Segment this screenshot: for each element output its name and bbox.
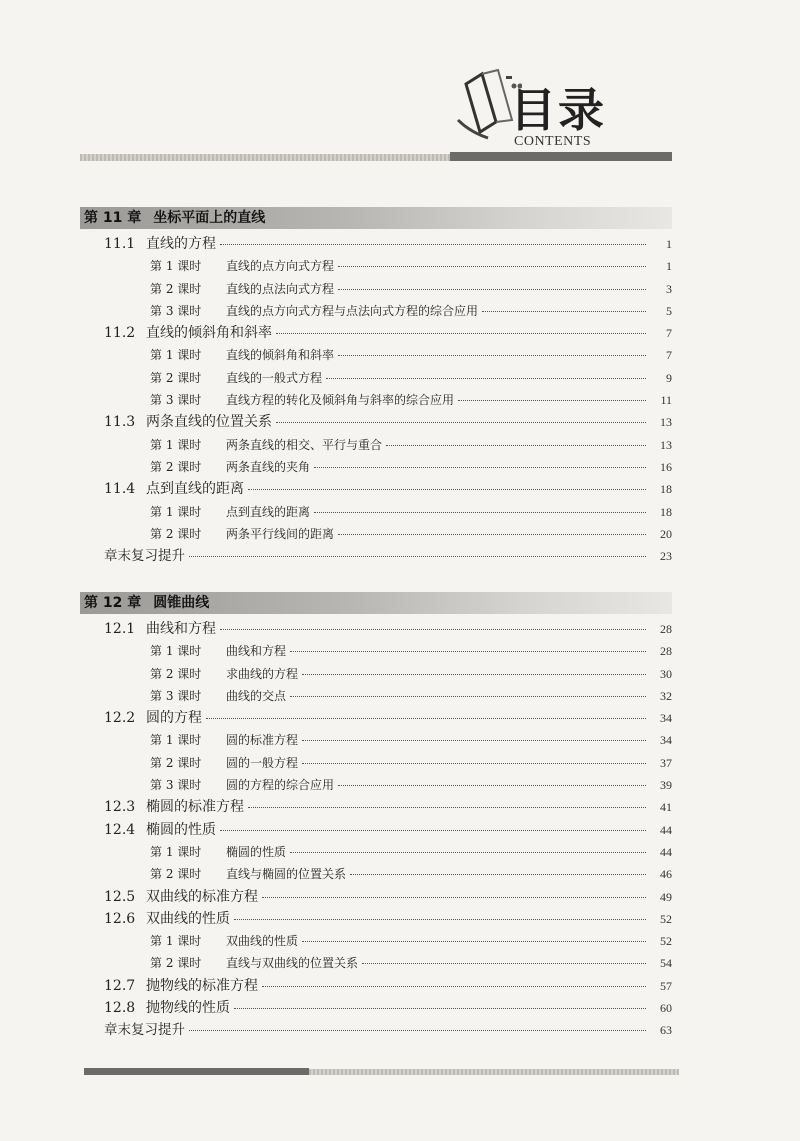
leader-dots	[482, 310, 646, 312]
leader-dots	[189, 1029, 646, 1031]
leader-dots	[220, 628, 646, 630]
page-number: 41	[660, 800, 672, 815]
page-number: 46	[660, 867, 672, 882]
entry-label: 双曲线的性质	[146, 910, 230, 927]
page-number: 18	[660, 504, 672, 519]
entry-label: 圆的一般方程	[226, 755, 299, 770]
leader-dots	[234, 918, 646, 920]
page-number: 60	[660, 1001, 672, 1016]
page-title: 目录	[510, 83, 606, 137]
entry-label: 椭圆的标准方程	[146, 799, 244, 816]
entry-code: 第 3 课时	[150, 778, 202, 793]
chapter-number: 第 11 章	[84, 210, 142, 226]
chapter-number: 第 12 章	[84, 595, 142, 611]
entry-code: 12.6	[104, 910, 136, 927]
page-number: 18	[660, 482, 672, 497]
entry-code: 12.1	[104, 621, 136, 637]
entry-label: 两条直线的夹角	[226, 459, 311, 474]
chapter-heading	[80, 207, 672, 229]
page-number: 37	[660, 755, 672, 770]
toc-section-entry[interactable]	[80, 233, 672, 255]
page-number: 7	[666, 326, 672, 341]
entry-label: 直线与椭圆的位置关系	[226, 867, 347, 882]
entry-code: 11.4	[104, 481, 136, 498]
toc-lesson-entry[interactable]	[80, 640, 672, 662]
entry-code: 第 2 课时	[150, 755, 202, 770]
entry-label: 点到直线的距离	[146, 481, 244, 498]
page-number: 63	[660, 1023, 672, 1038]
entry-label: 圆的方程	[146, 710, 202, 727]
page-number: 28	[660, 622, 672, 636]
leader-dots	[314, 466, 646, 468]
toc-lesson-entry[interactable]	[80, 300, 672, 322]
toc-lesson-entry[interactable]	[80, 729, 672, 751]
leader-dots	[338, 265, 646, 267]
entry-label: 求曲线的方程	[226, 666, 299, 681]
toc-section-entry[interactable]	[80, 796, 672, 818]
entry-label: 双曲线的标准方程	[146, 888, 258, 905]
toc-section-entry[interactable]	[80, 975, 672, 997]
page-number: 39	[660, 778, 672, 793]
entry-code: 第 1 课时	[150, 259, 202, 274]
toc-section-entry[interactable]	[80, 908, 672, 930]
entry-label: 椭圆的性质	[146, 821, 216, 838]
leader-dots	[338, 784, 646, 786]
entry-label: 两条直线的位置关系	[146, 414, 272, 431]
entry-code: 第 1 课时	[150, 437, 202, 452]
leader-dots	[248, 806, 646, 808]
toc-review-entry[interactable]	[80, 545, 672, 567]
entry-label: 抛物线的标准方程	[146, 977, 258, 994]
entry-label: 曲线和方程	[226, 644, 287, 659]
toc-lesson-entry[interactable]	[80, 841, 672, 863]
leader-dots	[276, 421, 646, 423]
page-number: 13	[660, 415, 672, 430]
leader-dots	[314, 511, 646, 513]
leader-dots	[290, 650, 646, 652]
chapter-11	[80, 207, 672, 567]
page-number: 28	[660, 644, 672, 659]
page-number: 5	[666, 303, 672, 318]
toc-lesson-entry[interactable]	[80, 663, 672, 685]
page-number: 54	[660, 956, 672, 971]
entry-code: 12.7	[104, 977, 136, 994]
toc-section-entry[interactable]	[80, 997, 672, 1019]
entry-code: 第 2 课时	[150, 370, 202, 385]
header-rule-light	[80, 154, 450, 161]
entry-label: 曲线的交点	[226, 688, 287, 703]
leader-dots	[220, 243, 646, 245]
leader-dots	[189, 555, 646, 557]
toc-lesson-entry[interactable]	[80, 685, 672, 707]
toc-lesson-entry[interactable]	[80, 930, 672, 952]
toc-section-entry[interactable]	[80, 322, 672, 344]
entry-label: 椭圆的性质	[226, 844, 287, 859]
page-number: 16	[660, 459, 672, 474]
page-number: 23	[660, 549, 672, 564]
entry-code: 第 2 课时	[150, 281, 202, 296]
leader-dots	[220, 829, 646, 831]
entry-code: 第 1 课时	[150, 733, 202, 748]
toc-lesson-entry[interactable]	[80, 434, 672, 456]
entry-label: 圆的标准方程	[226, 733, 299, 748]
chapter-title: 坐标平面上的直线	[153, 210, 266, 226]
chapter-12	[80, 592, 672, 1042]
page-number: 49	[660, 889, 672, 904]
page-number: 1	[666, 259, 672, 274]
page-number: 1	[666, 237, 672, 251]
chapter-title: 圆锥曲线	[153, 595, 210, 611]
header-rule-dark	[450, 152, 672, 161]
leader-dots	[262, 896, 646, 898]
page-number: 52	[660, 911, 672, 926]
leader-dots	[350, 873, 646, 875]
toc-lesson-entry[interactable]	[80, 523, 672, 545]
entry-label: 直线的点方向式方程与点法向式方程的综合应用	[226, 303, 479, 318]
toc-section-entry[interactable]	[80, 707, 672, 729]
entry-label: 直线的一般式方程	[226, 370, 323, 385]
entry-code: 第 1 课时	[150, 504, 202, 519]
toc-lesson-entry[interactable]	[80, 367, 672, 389]
entry-code: 11.3	[104, 414, 136, 431]
page-number: 32	[660, 688, 672, 703]
page-number: 30	[660, 666, 672, 681]
leader-dots	[248, 488, 646, 490]
toc-section-entry[interactable]	[80, 819, 672, 841]
toc-lesson-entry[interactable]	[80, 278, 672, 300]
page-number: 11	[660, 393, 672, 408]
entry-code: 第 3 课时	[150, 393, 202, 408]
toc-lesson-entry[interactable]	[80, 952, 672, 974]
entry-code: 第 3 课时	[150, 303, 202, 318]
toc-review-entry[interactable]	[80, 1019, 672, 1041]
entry-code: 12.3	[104, 799, 136, 816]
page-number: 13	[660, 437, 672, 452]
leader-dots	[458, 399, 646, 401]
toc-lesson-entry[interactable]	[80, 344, 672, 366]
leader-dots	[326, 377, 646, 379]
leader-dots	[262, 985, 646, 987]
page-number: 44	[660, 844, 672, 859]
entry-label: 两条直线的相交、平行与重合	[226, 437, 383, 452]
entry-code: 12.2	[104, 710, 136, 727]
toc-section-entry[interactable]	[80, 411, 672, 433]
entry-label: 圆的方程的综合应用	[226, 778, 335, 793]
entry-code: 第 1 课时	[150, 934, 202, 949]
entry-code: 第 1 课时	[150, 844, 202, 859]
toc-lesson-entry[interactable]	[80, 501, 672, 523]
toc-section-entry[interactable]	[80, 886, 672, 908]
entry-code: 12.8	[104, 1000, 136, 1017]
entry-code: 第 2 课时	[150, 459, 202, 474]
entry-label: 直线与双曲线的位置关系	[226, 956, 359, 971]
entry-label: 直线的点法向式方程	[226, 281, 335, 296]
page-number: 34	[660, 711, 672, 726]
leader-dots	[290, 695, 646, 697]
page-number: 20	[660, 526, 672, 541]
entry-label: 抛物线的性质	[146, 1000, 230, 1017]
entry-label: 章末复习提升	[104, 1022, 185, 1039]
leader-dots	[234, 1007, 646, 1009]
leader-dots	[302, 673, 646, 675]
entry-code: 第 2 课时	[150, 867, 202, 882]
leader-dots	[338, 533, 646, 535]
entry-label: 直线方程的转化及倾斜角与斜率的综合应用	[226, 393, 455, 408]
page-number: 34	[660, 733, 672, 748]
leader-dots	[206, 717, 646, 719]
entry-label: 两条平行线间的距离	[226, 526, 335, 541]
page-number: 44	[660, 822, 672, 837]
toc-lesson-entry[interactable]	[80, 255, 672, 277]
toc-lesson-entry[interactable]	[80, 863, 672, 885]
entry-code: 第 2 课时	[150, 956, 202, 971]
entry-code: 11.1	[104, 236, 136, 252]
entry-label: 曲线和方程	[146, 621, 216, 637]
entry-code: 第 1 课时	[150, 644, 202, 659]
entry-code: 第 1 课时	[150, 348, 202, 363]
entry-label: 直线的方程	[146, 236, 216, 252]
entry-code: 12.5	[104, 888, 136, 905]
toc-section-entry[interactable]	[80, 478, 672, 500]
leader-dots	[276, 332, 646, 334]
toc-lesson-entry[interactable]	[80, 389, 672, 411]
entry-code: 11.2	[104, 325, 136, 342]
entry-label: 直线的点方向式方程	[226, 259, 335, 274]
leader-dots	[302, 940, 646, 942]
chapter-heading	[80, 592, 672, 614]
entry-code: 12.4	[104, 821, 136, 838]
footer-rule-dark	[84, 1068, 309, 1075]
entry-code: 第 3 课时	[150, 688, 202, 703]
page-number: 9	[666, 370, 672, 385]
entry-label: 章末复习提升	[104, 548, 185, 565]
toc-section-entry[interactable]	[80, 618, 672, 640]
entry-label: 直线的倾斜角和斜率	[226, 348, 335, 363]
leader-dots	[290, 851, 646, 853]
leader-dots	[338, 354, 646, 356]
toc-lesson-entry[interactable]	[80, 752, 672, 774]
leader-dots	[302, 762, 646, 764]
entry-code: 第 2 课时	[150, 666, 202, 681]
page-number: 52	[660, 934, 672, 949]
leader-dots	[386, 444, 646, 446]
entry-label: 点到直线的距离	[226, 504, 311, 519]
toc-lesson-entry[interactable]	[80, 774, 672, 796]
entry-code: 第 2 课时	[150, 526, 202, 541]
page-subtitle: CONTENTS	[514, 134, 592, 149]
leader-dots	[362, 962, 646, 964]
page-number: 7	[666, 348, 672, 363]
entry-label: 双曲线的性质	[226, 934, 299, 949]
leader-dots	[338, 288, 646, 290]
toc-lesson-entry[interactable]	[80, 456, 672, 478]
entry-label: 直线的倾斜角和斜率	[146, 325, 272, 342]
footer-rule-light	[309, 1069, 679, 1075]
page-number: 57	[660, 978, 672, 993]
leader-dots	[302, 739, 646, 741]
page-number: 3	[666, 281, 672, 296]
